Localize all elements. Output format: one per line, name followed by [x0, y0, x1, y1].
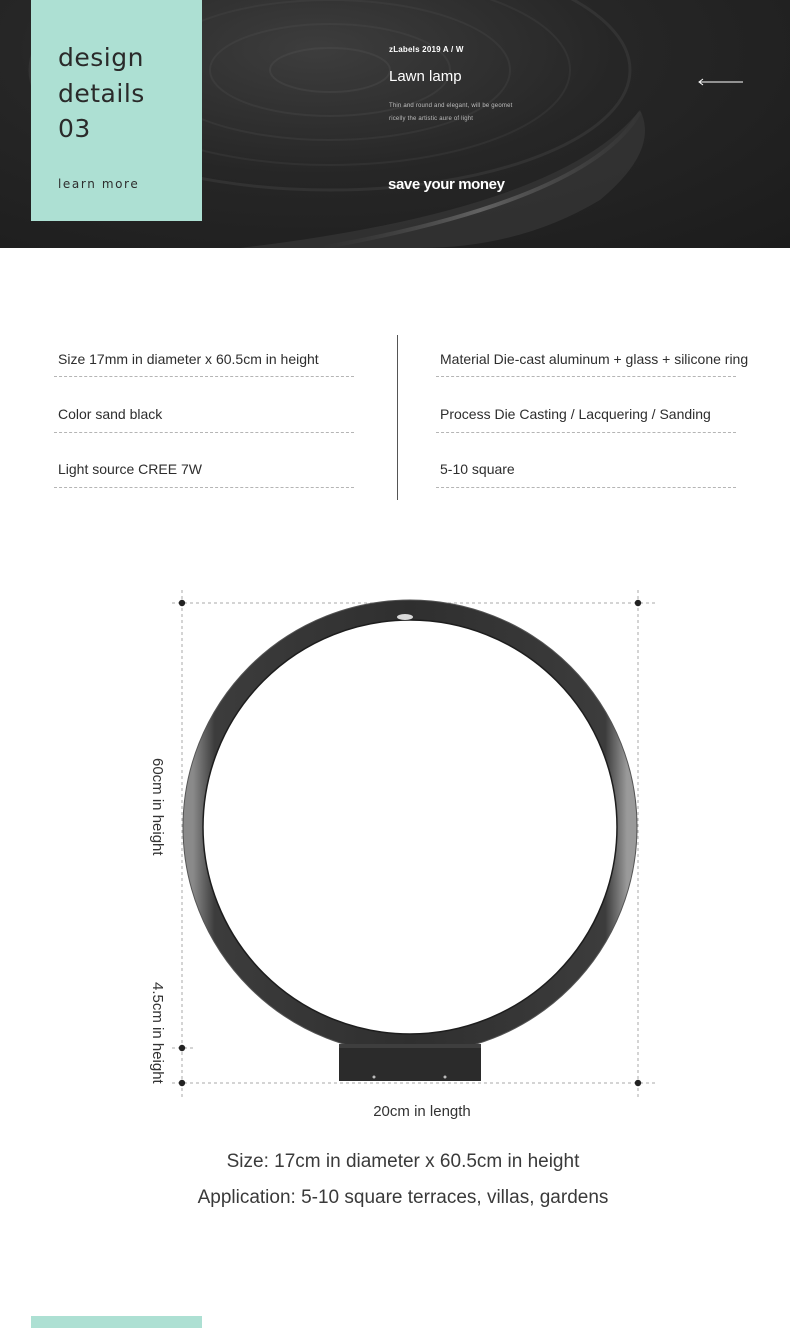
collection-label: zLabels 2019 A / W: [389, 45, 464, 54]
length-label: 20cm in length: [373, 1103, 471, 1120]
description-line: ricelly the artistic aure of light: [389, 115, 474, 122]
learn-more-link[interactable]: learn more: [58, 177, 140, 191]
spec-light-source: Light source CREE 7W: [58, 461, 202, 477]
height-label: 60cm in height: [149, 758, 166, 856]
spec-coverage: 5-10 square: [440, 461, 515, 477]
card-title-number: 03: [58, 114, 91, 143]
spec-color: Color sand black: [58, 406, 163, 422]
dimension-guides: [172, 590, 655, 1098]
description-line: Thin and round and elegant, will be geomet: [389, 103, 513, 109]
card-title-line: design: [58, 43, 144, 72]
spec-process: Process Die Casting / Lacquering / Sanding: [440, 406, 711, 422]
lamp-base: [339, 1044, 481, 1081]
size-caption: Size: 17cm in diameter x 60.5cm in height: [226, 1151, 580, 1172]
slogan: save your money: [388, 176, 505, 193]
application-caption: Application: 5-10 square terraces, villas, gardens: [197, 1187, 609, 1208]
spec-material: Material Die-cast aluminum + glass + silicone ring: [440, 351, 749, 367]
light-emitter: [397, 614, 413, 620]
spec-size: Size 17mm in diameter x 60.5cm in height: [58, 351, 319, 367]
card-title-line: details: [58, 78, 145, 108]
next-section-card: [31, 1316, 202, 1328]
ring-lamp: [183, 600, 637, 1081]
product-title: Lawn lamp: [389, 68, 462, 85]
base-height-label: 4.5cm in height: [149, 982, 166, 1084]
